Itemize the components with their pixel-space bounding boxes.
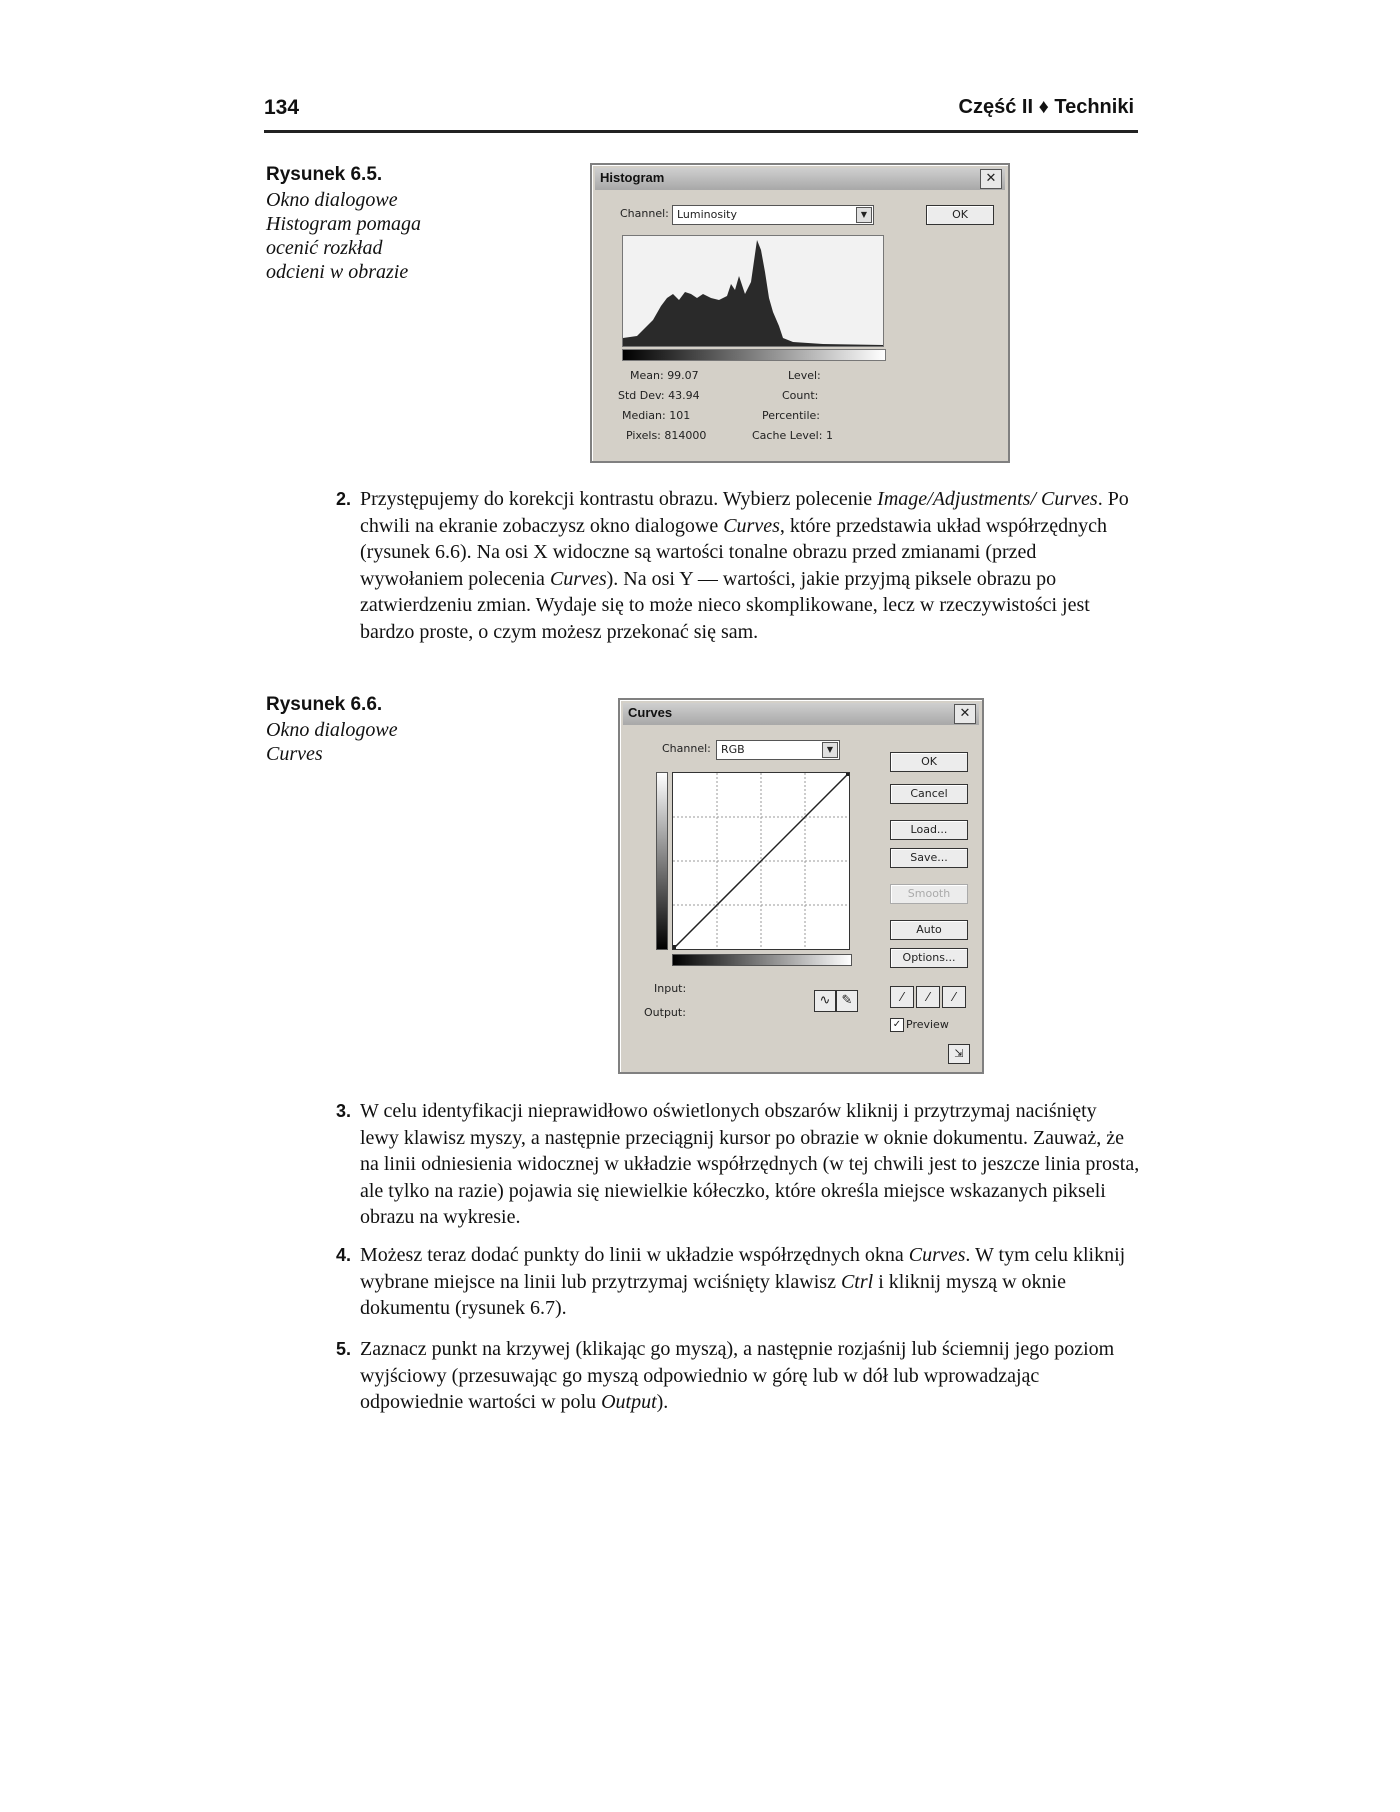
ok-button[interactable]: OK [890,752,968,772]
input-gradient-bar [672,954,852,966]
caption-line: odcieni w obrazie [266,261,409,283]
figure-label: Rysunek 6.6. [266,694,383,715]
white-eyedropper-icon[interactable]: ⁄ [942,986,966,1008]
options-button[interactable]: Options... [890,948,968,968]
channel-select[interactable] [672,205,874,225]
preview-checkbox[interactable]: ✓ [890,1018,904,1032]
stat-mean: Mean: 99.07 [630,369,699,382]
chevron-down-icon: ▼ [856,207,872,223]
stat-percentile: Percentile: [762,409,820,422]
output-label: Output: [644,1006,686,1019]
stat-std-dev: Std Dev: 43.94 [618,389,700,402]
step-number: 2. [336,489,352,509]
step-number: 4. [336,1245,352,1265]
auto-button[interactable]: Auto [890,920,968,940]
stat-median: Median: 101 [622,409,691,422]
channel-label: Channel: [662,742,711,755]
curve-tool-icon[interactable]: ∿ [814,990,836,1012]
channel-value: Luminosity [677,208,737,221]
dialog-title: Curves [628,705,673,720]
black-eyedropper-icon[interactable]: ⁄ [890,986,914,1008]
curves-dialog [618,698,984,1074]
step-3: 3. W celu identyfikacji nieprawidłowo oświetlonych obszarów kliknij i przytrzymaj naciśnięty lewy klawisz myszy, a następnie przeciągnij kursor po obrazie w oknie dokumentu. Zauważ, że na linii odniesienia widocznej w układzie współrzędnych (w tej chwili jest to jeszcze linia prosta, ale tylko na razie) pojawia się niewielkie kółeczko, które określa miejsce wskazanych pikseli obrazu na wykresie. [336,1100,1140,1228]
figure-6-6-caption [266,692,456,766]
step-number: 5. [336,1339,352,1359]
figure-6-5-caption [266,162,456,284]
channel-label: Channel: [620,207,669,220]
titlebar[interactable] [623,703,979,725]
titlebar[interactable] [595,168,1005,190]
chevron-down-icon: ▼ [822,742,838,758]
curve-line [673,773,849,949]
gradient-bar [622,349,886,361]
caption-line: Curves [266,743,323,765]
step-5: 5. Zaznacz punkt na krzywej (klikając go myszą), a następnie rozjaśnij lub ściemnij jego poziom wyjściowy (przesuwając go myszą odpowiednio w górę lub w dół lub wprowadzając odpowiednie wartości w polu Output). [336,1338,1115,1413]
stat-count: Count: [782,389,819,402]
channel-value: RGB [721,743,745,756]
preview-label: Preview [906,1018,949,1031]
caption-line: ocenić rozkład [266,237,383,259]
close-button[interactable]: ✕ [980,169,1002,189]
page-number: 134 [264,96,300,119]
close-button[interactable]: ✕ [954,704,976,724]
caption-line: Histogram pomaga [266,213,422,235]
load-button[interactable]: Load... [890,820,968,840]
step-4: 4. Możesz teraz dodać punkty do linii w układzie współrzędnych okna Curves. W tym celu kliknij wybrane miejsce na linii lub przytrzymaj wciśnięty klawisz Ctrl i kliknij myszą w oknie dokumentu (rysunek 6.7). [336,1244,1126,1319]
dialog-title: Histogram [600,170,665,185]
figure-label: Rysunek 6.5. [266,164,383,185]
gray-eyedropper-icon[interactable]: ⁄ [916,986,940,1008]
curves-grid[interactable] [672,772,850,950]
save-button[interactable]: Save... [890,848,968,868]
expand-icon[interactable]: ⇲ [948,1044,970,1064]
pencil-icon[interactable]: ✎ [836,990,858,1012]
histogram-shape [623,236,883,346]
cancel-button[interactable]: Cancel [890,784,968,804]
histogram-graph [622,235,884,347]
caption-line: Okno dialogowe [266,189,398,211]
running-head: Część II ♦ Techniki [958,96,1134,118]
output-gradient-bar [656,772,668,950]
step-2: 2. Przystępujemy do korekcji kontrastu obrazu. Wybierz polecenie Image/Adjustments/ Curves. Po chwili na ekranie zobaczysz okno dialogowe Curves, które przedstawia układ współrzędnych (rysunek 6.6). Na osi X widoczne są wartości tonalne obrazu przed zmianami (przed wywołaniem polecenia Curves). Na osi Y — wartości, jakie przyjmą piksele obrazu po zatwierdzeniu zmian. Wydaje się to może nieco skomplikowane, lecz w rzeczywistości jest bardzo proste, o czym możesz przekonać się sam. [336,488,1129,643]
smooth-button[interactable]: Smooth [890,884,968,904]
caption-line: Okno dialogowe [266,719,398,741]
histogram-dialog [590,163,1010,463]
input-label: Input: [654,982,687,995]
stat-level: Level: [788,369,821,382]
ok-button[interactable]: OK [926,205,994,225]
stat-cache-level: Cache Level: 1 [752,429,833,442]
step-number: 3. [336,1101,352,1121]
page-header [264,96,1138,133]
stat-pixels: Pixels: 814000 [626,429,707,442]
channel-select[interactable] [716,740,840,760]
